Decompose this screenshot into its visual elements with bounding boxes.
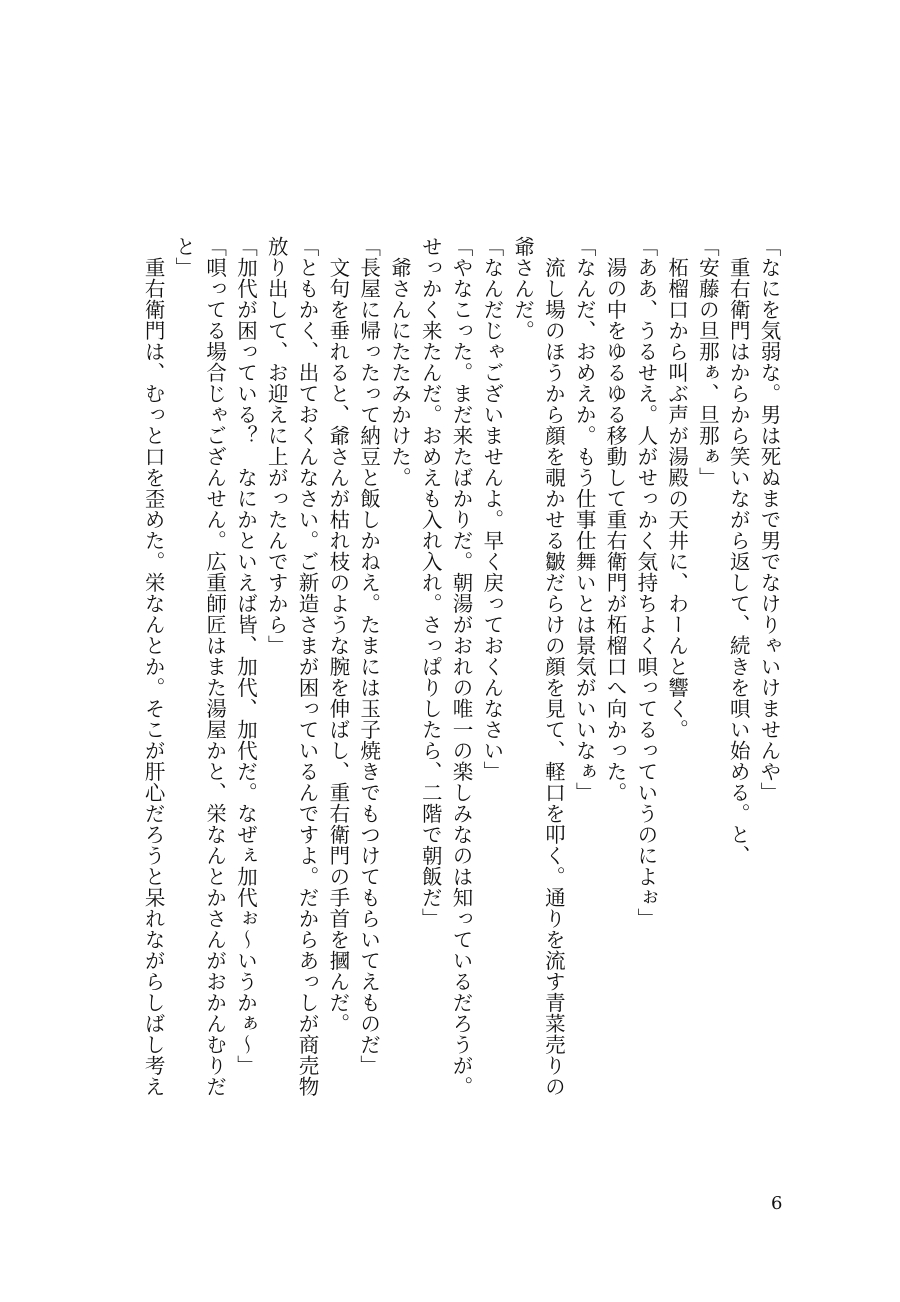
text-line: 放り出して、お迎えに上がったんですから」: [264, 236, 289, 656]
text-line: せっかく来たんだ。おめえも入れ入れ。さっぱりしたら、二階で朝飯だ」: [418, 236, 443, 929]
text-line: 柘榴口から叫ぶ声が湯殿の天井に、わーんと響く。: [664, 236, 689, 740]
text-line: 「ああ、うるせえ。人がせっかく気持ちよく唄ってるっていうのによぉ」: [633, 236, 658, 929]
text-line: 湯の中をゆるゆる移動して重右衛門が柘榴口へ向かった。: [603, 236, 628, 803]
text-line: 「なんだ、おめえか。もう仕事仕舞いとは景気がいいなぁ」: [572, 236, 597, 803]
text-line: 「ともかく、出ておくんなさい。ご新造さまが困っているんですよ。だからあっしが商売物: [295, 236, 320, 1097]
text-line: 「長屋に帰ったって納豆と飯しかねえ。たまには玉子焼きでもつけてもらいてえものだ」: [356, 236, 381, 1076]
text-line: と」: [171, 236, 196, 278]
text-line: 爺さんだ。: [510, 236, 535, 341]
text-line: 爺さんにたたみかけた。: [387, 236, 412, 488]
text-line: 「加代が困っている？ なにかといえば皆、加代、加代だ。なぜぇ加代ぉ〜いうかぁ〜」: [233, 236, 258, 1076]
text-line: 重右衛門はからから笑いながら返して、続きを唄い始める。と、: [726, 236, 751, 866]
text-line: 「やなこった。まだ来たばかりだ。朝湯がおれの唯一の楽しみなのは知っているだろうが。: [449, 236, 474, 1097]
page-number: 6: [771, 1193, 783, 1214]
text-line: 文句を垂れると、爺さんが枯れ枝のような腕を伸ばし、重右衛門の手首を摑んだ。: [325, 236, 350, 1034]
text-line: 「なにを気弱な。男は死ぬまで男でなけりゃいけませんや」: [757, 236, 781, 803]
vertical-text-body: [141, 236, 784, 1116]
text-line: 流し場のほうから顔を覗かせる皺だらけの顔を見て、軽口を叩く。通りを流す青菜売りの: [541, 236, 566, 1097]
text-line: 「なんだじゃございませんよ。早く戻っておくんなさい」: [479, 236, 504, 782]
text-line: 「唄ってる場合じゃござんせん。広重師匠はまた湯屋かと、栄なんとかさんがおかんむりだ: [202, 236, 227, 1097]
text-line: 重右衛門は、むっと口を歪めた。栄なんとか。そこが肝心だろうと呆れながらしばし考え: [141, 236, 166, 1097]
text-line: 「安藤の旦那ぁ、旦那ぁ」: [695, 236, 720, 488]
